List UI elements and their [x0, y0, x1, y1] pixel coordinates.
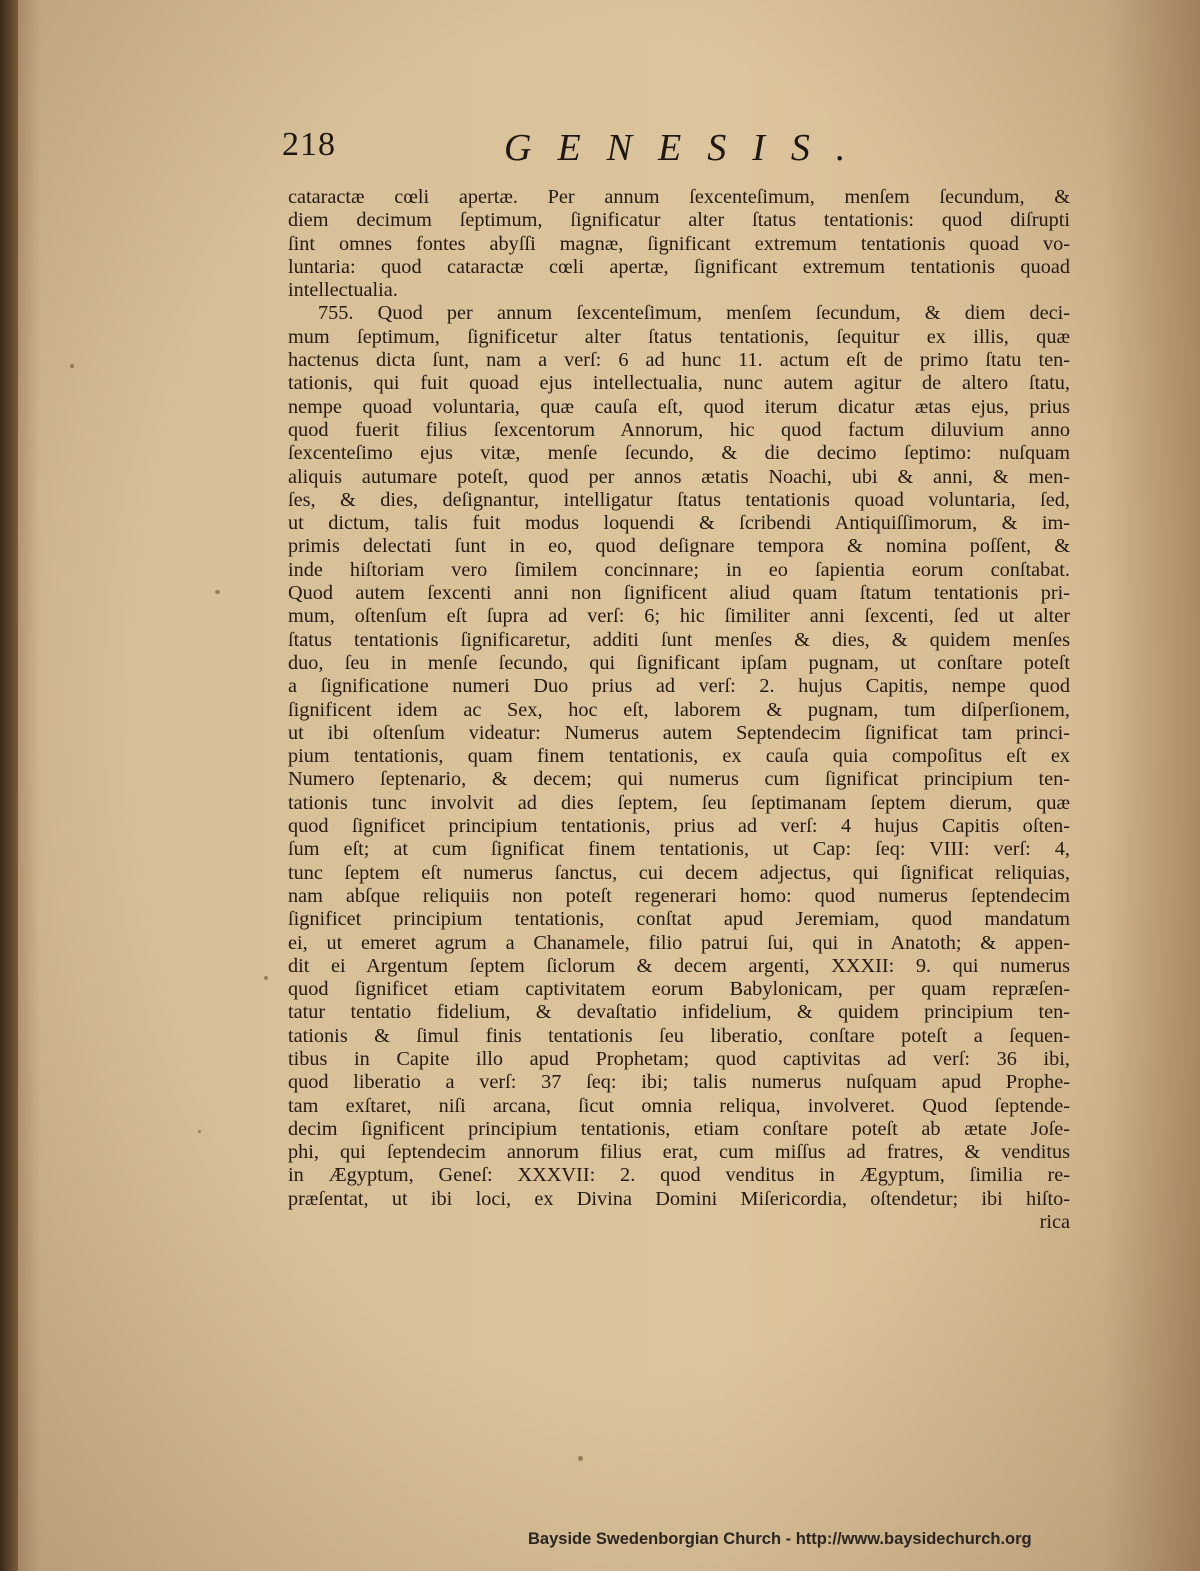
paper-speck — [198, 1130, 201, 1133]
text-line: Quod autem ſexcenti anni non ſignificent aliud quam ſtatum tentationis pri- — [288, 582, 1070, 605]
running-title: GENESIS. — [504, 127, 872, 169]
paper-speck — [578, 1456, 583, 1461]
text-line: luntaria: quod cataractæ cœli apertæ, ſignificant extremum tentationis quoad — [288, 255, 1070, 278]
text-line: a ſignificatione numeri Duo prius ad verſ: 2. hujus Capitis, nempe quod — [288, 675, 1070, 698]
text-line: rica — [1039, 1211, 1070, 1234]
text-line: ſes, & dies, deſignantur, intelligatur ſtatus tentationis quoad voluntaria, ſed, — [288, 488, 1070, 511]
text-line: præſentat, ut ibi loci, ex Divina Domini Miſericordia, oſtendetur; ibi hiſto- — [288, 1187, 1070, 1210]
text-line: tationis tunc involvit ad dies ſeptem, ſeu ſeptimanam ſeptem dierum, quæ — [288, 791, 1070, 814]
text-line: quod ſignificet etiam captivitatem eorum Babylonicam, per quam repræſen- — [288, 978, 1070, 1001]
text-line: mum ſeptimum, ſignificetur alter ſtatus tentationis, ſequitur ex illis, quæ — [288, 325, 1070, 348]
watermark-credit: Bayside Swedenborgian Church - http://www.baysidechurch.org — [528, 1530, 1032, 1548]
paper-speck — [70, 364, 74, 368]
text-line: nempe quoad voluntaria, quæ cauſa eſt, quod iterum dicatur ætas ejus, prius — [288, 395, 1070, 418]
text-line: ſtatus tentationis ſignificaretur, additi ſunt menſes & dies, & quidem menſes — [288, 628, 1070, 651]
text-line: dit ei Argentum ſeptem ſiclorum & decem argenti, XXXII: 9. qui numerus — [288, 954, 1070, 977]
text-line: decim ſignificent principium tentationis, etiam conſtare poteſt ab ætate Joſe- — [288, 1117, 1070, 1140]
text-line: inde hiſtoriam vero ſimilem concinnare; in eo ſapientia eorum conſtabat. — [288, 558, 1070, 581]
text-line: quod liberatio a verſ: 37 ſeq: ibi; talis numerus nuſquam apud Prophe- — [288, 1071, 1070, 1094]
page-number: 218 — [282, 126, 336, 163]
text-line: aliquis autumare poteſt, quod per annos ætatis Noachi, ubi & anni, & men- — [288, 465, 1070, 488]
text-line: tunc ſeptem eſt numerus ſanctus, cui decem adjectus, qui ſignificat reliquias, — [288, 861, 1070, 884]
text-line: cataractæ cœli apertæ. Per annum ſexcenteſimum, menſem ſecundum, & — [288, 186, 1070, 208]
text-line: tationis, qui fuit quoad ejus intellectualia, nunc autem agitur de altero ſtatu, — [288, 372, 1070, 395]
book-spine-shadow — [0, 0, 18, 1571]
text-line: tatur tentatio fidelium, & devaſtatio infidelium, & quidem principium ten- — [288, 1001, 1070, 1024]
text-line: diem decimum ſeptimum, ſignificatur alter ſtatus tentationis: quod diſrupti — [288, 209, 1070, 232]
text-line: Numero ſeptenario, & decem; qui numerus cum ſignificat principium ten- — [288, 768, 1070, 791]
text-line: ut ibi oſtenſum videatur: Numerus autem Septendecim ſignificat tam princi- — [288, 721, 1070, 744]
text-line: quod ſignificet principium tentationis, prius ad verſ: 4 hujus Capitis oſten- — [288, 815, 1070, 838]
text-line: ſum eſt; at cum ſignificat finem tentationis, ut Cap: ſeq: VIII: verſ: 4, — [288, 838, 1070, 861]
body-text — [288, 186, 1070, 1234]
text-line: intellectualia. — [288, 279, 398, 302]
text-line: tibus in Capite illo apud Prophetam; quod captivitas ad verſ: 36 ibi, — [288, 1047, 1070, 1070]
text-line: in Ægyptum, Geneſ: XXXVII: 2. quod venditus in Ægyptum, ſimilia re- — [288, 1164, 1070, 1187]
text-line: ſignificent idem ac Sex, hoc eſt, laborem & pugnam, tum diſperſionem, — [288, 698, 1070, 721]
text-line: mum, oſtenſum eſt ſupra ad verſ: 6; hic ſimiliter anni ſexcenti, ſed ut alter — [288, 605, 1070, 628]
text-line: quod fuerit filius ſexcentorum Annorum, hic quod factum diluvium anno — [288, 418, 1070, 441]
text-line: nam abſque reliquiis non poteſt regenerari homo: quod numerus ſeptendecim — [288, 884, 1070, 907]
text-line: ſint omnes fontes abyſſi magnæ, ſignificant extremum tentationis quoad vo- — [288, 232, 1070, 255]
text-line: ſexcenteſimo ejus vitæ, menſe ſecundo, & die decimo ſeptimo: nuſquam — [288, 442, 1070, 465]
text-line: primis delectati ſunt in eo, quod deſignare tempora & nomina poſſent, & — [288, 535, 1070, 558]
text-line: duo, ſeu in menſe ſecundo, qui ſignificant ipſam pugnam, ut conſtare poteſt — [288, 651, 1070, 674]
paper-speck — [264, 976, 268, 980]
text-line: ut dictum, talis fuit modus loquendi & ſcribendi Antiquiſſimorum, & im- — [288, 512, 1070, 535]
text-line: phi, qui ſeptendecim annorum filius erat, cum miſſus ad fratres, & venditus — [288, 1141, 1070, 1164]
text-line: tam exſtaret, niſi arcana, ſicut omnia reliqua, involveret. Quod ſeptende- — [288, 1094, 1070, 1117]
text-line: pium tentationis, quam finem tentationis, ex cauſa quia compoſitus eſt ex — [288, 745, 1070, 768]
text-line: 755. Quod per annum ſexcenteſimum, menſem ſecundum, & diem deci- — [318, 302, 1070, 325]
text-line: ei, ut emeret agrum a Chanamele, filio patrui ſui, qui in Anatoth; & appen- — [288, 931, 1070, 954]
running-header — [282, 126, 1072, 176]
text-line: tationis & ſimul finis tentationis ſeu liberatio, conſtare poteſt a ſequen- — [288, 1024, 1070, 1047]
text-line: hactenus dicta ſunt, nam a verſ: 6 ad hunc 11. actum eſt de primo ſtatu ten- — [288, 349, 1070, 372]
text-line: ſignificet principium tentationis, conſtat apud Jeremiam, quod mandatum — [288, 908, 1070, 931]
paper-speck — [215, 590, 220, 594]
